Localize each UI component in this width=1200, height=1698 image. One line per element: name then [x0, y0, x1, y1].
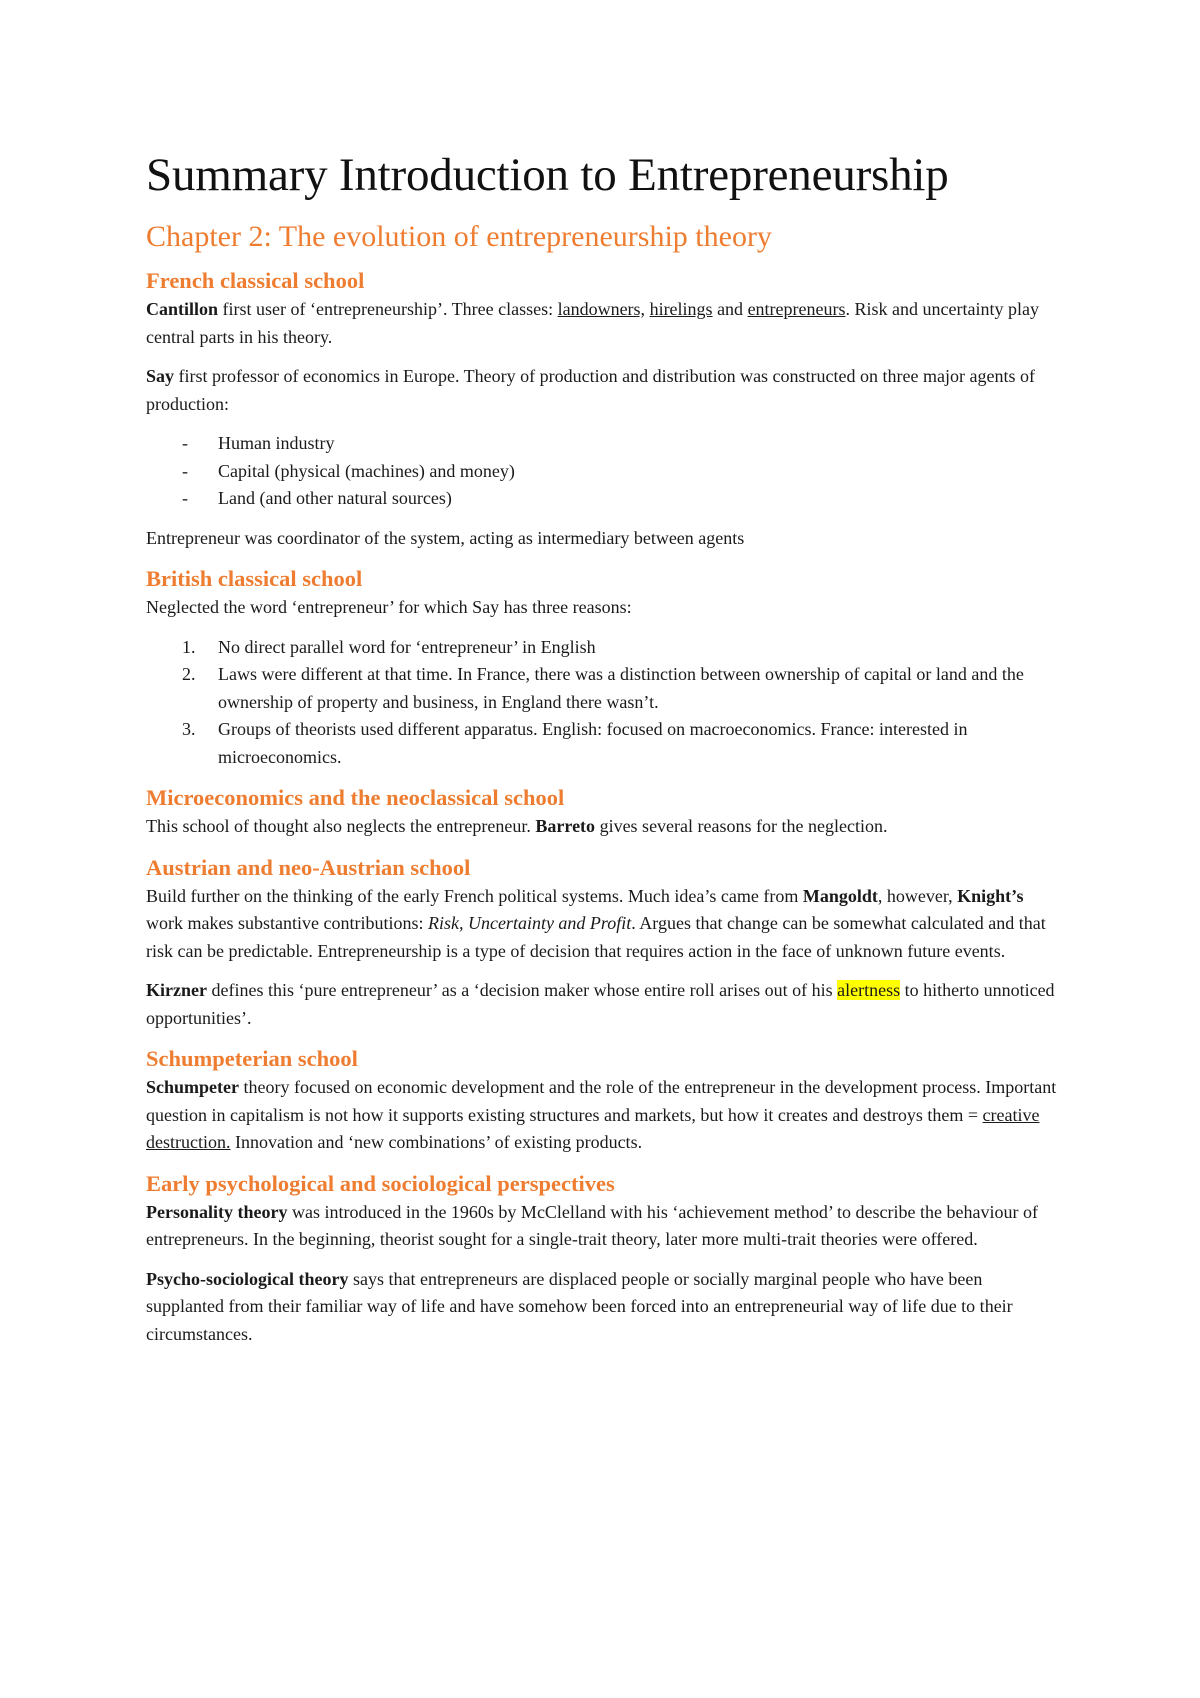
paragraph-british-intro: Neglected the word ‘entrepreneur’ for which Say has three reasons:: [146, 597, 632, 617]
highlighted-term: alertness: [837, 980, 901, 1000]
paragraph-coordinator: Entrepreneur was coordinator of the system, acting as intermediary between agents: [146, 527, 745, 548]
chapter-heading: Chapter 2: The evolution of entrepreneurship theory: [146, 220, 772, 253]
section-heading-french: French classical school: [146, 268, 365, 293]
paragraph-psychosocio: Psycho-sociological theory says that entrepreneurs are displaced people or socially marginal people who have been supplanted from their familiar way of life and have somehow been forced into an entrepreneurial way of life due to their circumstances.: [146, 1268, 1013, 1344]
list-item: Groups of theorists used different apparatus. English: focused on macroeconomics. France: interested in microeconomics.: [218, 719, 968, 767]
section-heading-micro: Microeconomics and the neoclassical school: [146, 785, 565, 810]
paragraph-personality: Personality theory was introduced in the 1960s by McClelland with his ‘achievement method’ to describe the behaviour of entrepreneurs. In the beginning, theorist sought for a single-trait theory, later more multi-trait theories were offered.: [146, 1201, 1038, 1249]
list-item: No direct parallel word for ‘entrepreneur’ in English: [218, 636, 596, 657]
paragraph-kirzner: Kirzner defines this ‘pure entrepreneur’ as a ‘decision maker whose entire roll arises out of his alertness to hitherto unnoticed opportunities’.: [146, 980, 1055, 1028]
paragraph-micro: This school of thought also neglects the entrepreneur. Barreto gives several reasons for the neglection.: [146, 816, 888, 836]
agents-list: [146, 430, 1060, 513]
paragraph-cantillon: Cantillon first user of ‘entrepreneurship’. Three classes: landowners, hirelings and entrepreneurs. Risk and uncertainty play central parts in his theory.: [146, 299, 1039, 347]
paragraph-say: Say first professor of economics in Europe. Theory of production and distribution was constructed on three major agents of production:: [146, 366, 1035, 414]
section-heading-psych: Early psychological and sociological perspectives: [146, 1170, 615, 1196]
section-heading-schumpeter: Schumpeterian school: [146, 1046, 358, 1071]
paragraph-schumpeter: Schumpeter theory focused on economic development and the role of the entrepreneur in the development process. Important question in capitalism is not how it supports existing structures and markets, but how it creates and destroys them = creative destruction. Innovation and ‘new combinations’ of existing products.: [146, 1077, 1057, 1152]
list-item: - Human industry: [146, 430, 1060, 458]
reasons-list: [146, 634, 1060, 772]
section-heading-british: British classical school: [146, 566, 363, 591]
document-title: Summary Introduction to Entrepreneurship: [146, 149, 949, 201]
list-item: - Capital (physical (machines) and money): [146, 458, 1060, 486]
list-item: - Land (and other natural sources): [146, 485, 1060, 513]
section-heading-austrian: Austrian and neo-Austrian school: [146, 854, 471, 880]
paragraph-austrian: Build further on the thinking of the early French political systems. Much idea’s came from Mangoldt, however, Knight’s work makes substantive contributions: Risk, Uncertainty and Profit. Argues that change can be somewhat calculated and that risk can be predictable. Entrepreneurship is a type of decision that requires action in the face of unknown future events.: [146, 885, 1046, 961]
list-item: Laws were different at that time. In France, there was a distinction between ownership of capital or land and the ownership of property and business, in England there wasn’t.: [218, 664, 1024, 712]
